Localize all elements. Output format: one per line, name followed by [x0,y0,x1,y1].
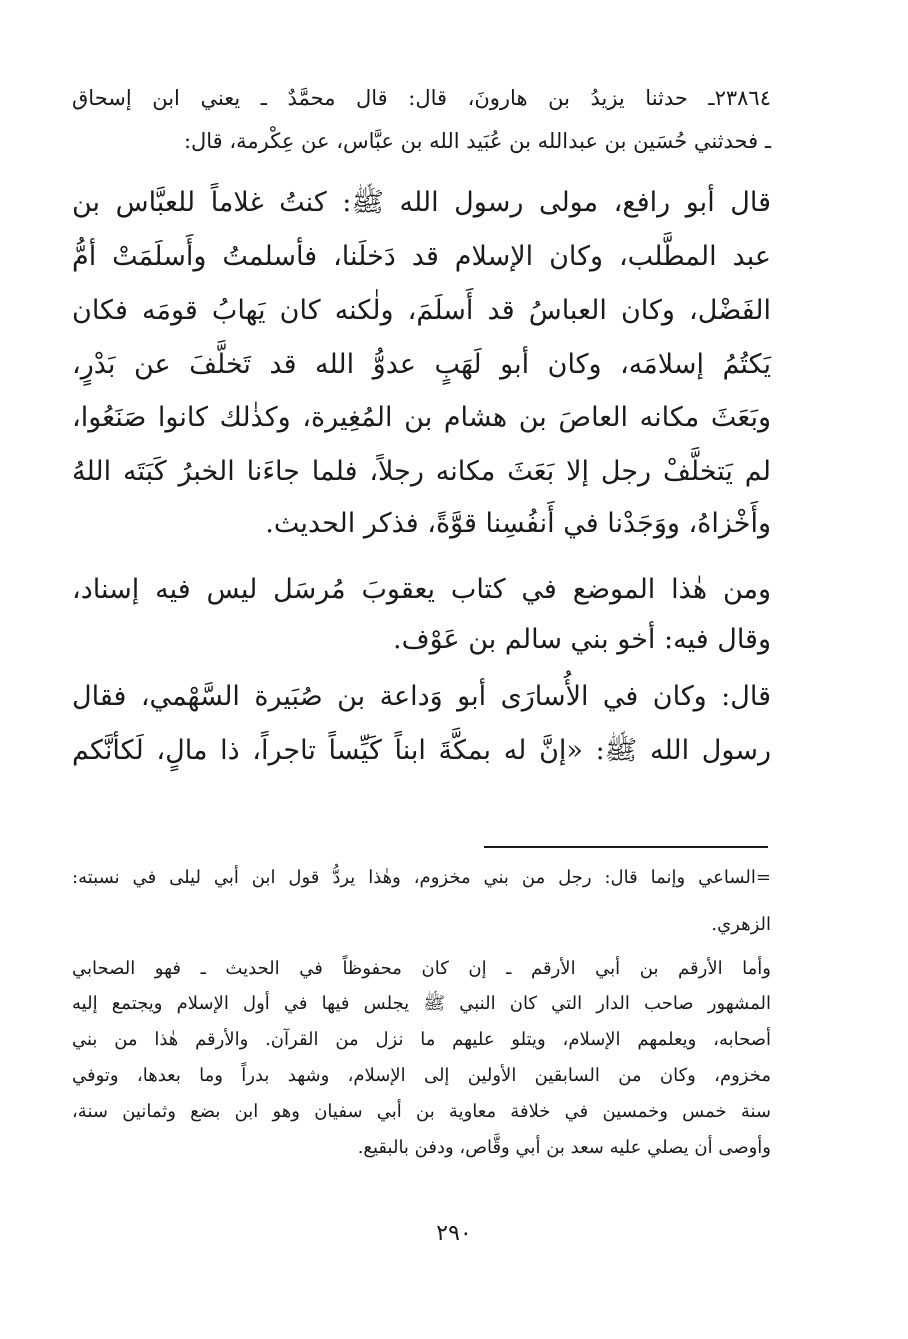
paragraph-1-line-4: يَكتُمُ إسلامَه، وكان أبو لَهَبٍ عدوُّ الله قد تَخلَّفَ عن بَدْرٍ، [72,349,771,380]
paragraph-3-line-1: قال: وكان في الأُسارَى أبو وَداعة بن صُبَيرة السَّهْمي، فقال [72,681,771,712]
footnote-line-2: الزهري. [711,914,771,935]
hadith-isnad-line-1: ٢٣٨٦٤ـ حدثنا يزيدُ بن هارونَ، قال: قال محمَّدٌ ـ يعني ابن إسحاق [72,86,771,110]
paragraph-1-line-3: الفَضْل، وكان العباسُ قد أَسلَمَ، ولٰكنه كان يَهابُ قومَه فكان [72,295,771,326]
footnote-line-8: وأوصى أن يصلي عليه سعد بن أبي وقَّاص، ودفن بالبقيع. [357,1137,771,1158]
footnote-line-1: =الساعي وإنما قال: رجل من بني مخزوم، وهٰذا يردُّ قول ابن أبي ليلى في نسبته: [72,867,771,888]
paragraph-2-line-1: ومن هٰذا الموضع في كتاب يعقوبَ مُرسَل ليس فيه إسناد، [72,574,771,605]
footnote-line-3: وأما الأرقم بن أبي الأرقم ـ إن كان محفوظاً في الحديث ـ فهو الصحابي [72,958,771,979]
paragraph-1-line-2: عبد المطَّلب، وكان الإسلام قد دَخلَنا، فأسلمتُ وأَسلَمَتْ أمُّ [72,241,771,272]
footnote-separator [484,846,768,848]
page-number: ٢٩٠ [436,1221,472,1246]
footnote-line-6: مخزوم، وكان من السابقين الأولين إلى الإسلام، وشهد بدراً وما بعدها، وتوفي [72,1065,771,1086]
footnote-line-4: المشهور صاحب الدار التي كان النبي ﷺ يجلس فيها في أول الإسلام ويجتمع إليه [72,993,771,1014]
paragraph-1-line-7: وأَخْزاهُ، ووَجَدْنا في أَنفُسِنا قوَّةً، فذكر الحديث. [265,508,771,539]
paragraph-2-line-2: وقال فيه: أخو بني سالم بن عَوْف. [393,624,771,655]
paragraph-1-line-6: لم يَتخلَّفْ رجل إلا بَعَثَ مكانه رجلاً، فلما جاءَنا الخبرُ كَبَتَه اللهُ [72,456,771,487]
paragraph-3-line-2: رسول الله ﷺ: «إنَّ له بمكَّةَ ابناً كَيِّساً تاجراً، ذا مالٍ، لَكأنَّكم [72,735,771,766]
paragraph-1-line-5: وبَعَثَ مكانه العاصَ بن هشام بن المُغِيرة، وكذٰلك كانوا صَنَعُوا، [72,402,771,433]
paragraph-1-line-1: قال أبو رافع، مولى رسول الله ﷺ: كنتُ غلاماً للعبَّاس بن [72,187,771,218]
footnote-line-5: أصحابه، ويعلمهم الإسلام، ويتلو عليهم ما نزل من القرآن. والأرقم هٰذا من بني [72,1029,771,1050]
hadith-isnad-line-2: ـ فحدثني حُسَين بن عبدالله بن عُبَيد الله بن عبَّاس، عن عِكْرمة، قال: [183,129,771,153]
footnote-line-7: سنة خمس وخمسين في خلافة معاوية بن أبي سفيان وهو ابن بضع وثمانين سنة، [72,1101,771,1122]
